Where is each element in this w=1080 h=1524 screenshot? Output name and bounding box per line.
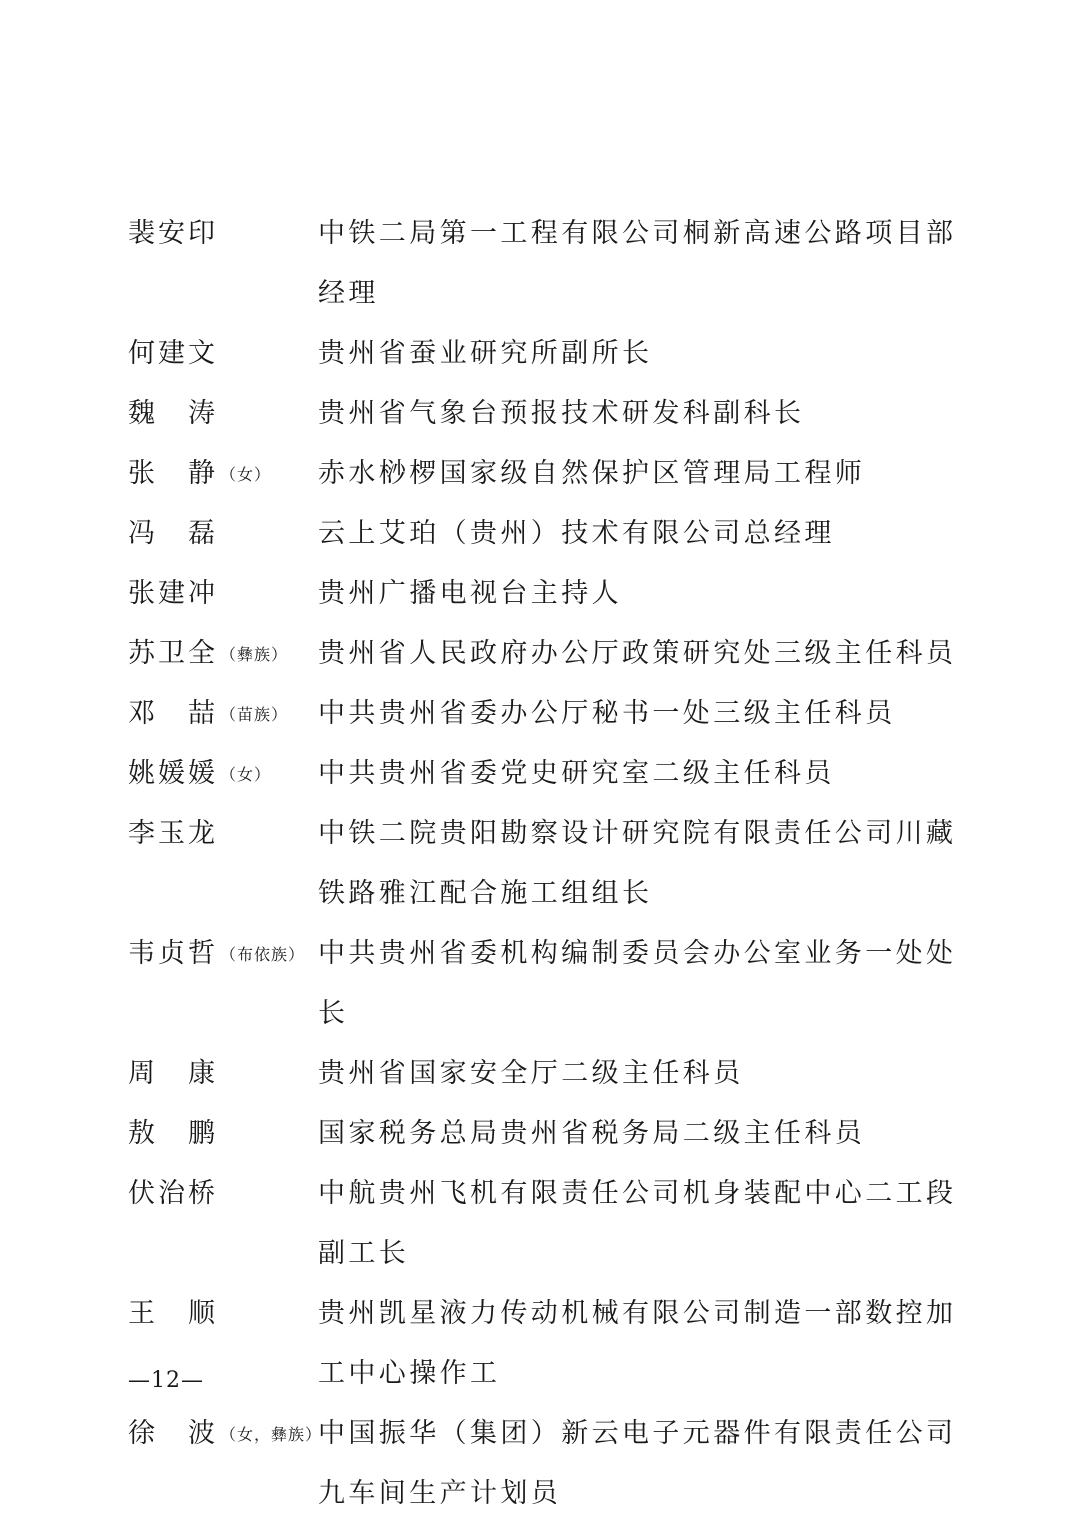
person-note: （女） xyxy=(220,465,272,484)
person-name: 裴安印 xyxy=(128,218,218,249)
person-note: （布依族） xyxy=(220,945,306,964)
person-name: 王 顺 xyxy=(128,1298,218,1329)
person-organization: 中共贵州省委机构编制委员会办公室业务一处处长 xyxy=(318,938,957,1029)
person-name: 姚媛媛 xyxy=(128,758,218,789)
person-organization: 贵州凯星液力传动机械有限公司制造一部数控加工中心操作工 xyxy=(318,1298,957,1389)
list-item xyxy=(128,504,968,564)
person-organization: 中铁二院贵阳勘察设计研究院有限责任公司川藏铁路雅江配合施工组组长 xyxy=(318,818,957,909)
personnel-list xyxy=(128,204,968,1524)
list-item xyxy=(128,384,968,444)
list-item xyxy=(128,564,968,624)
person-name: 徐 波 xyxy=(128,1418,218,1449)
list-item xyxy=(128,1164,968,1284)
person-organization: 贵州省蚕业研究所副所长 xyxy=(318,338,653,369)
list-item xyxy=(128,744,968,804)
list-item xyxy=(128,924,968,1044)
person-name: 苏卫全 xyxy=(128,638,218,669)
person-name: 邓 喆 xyxy=(128,698,218,729)
person-note: （女） xyxy=(220,765,272,784)
person-organization: 云上艾珀（贵州）技术有限公司总经理 xyxy=(318,518,835,549)
person-organization: 贵州省人民政府办公厅政策研究处三级主任科员 xyxy=(318,638,957,669)
person-organization: 贵州省国家安全厅二级主任科员 xyxy=(318,1058,744,1089)
person-name: 魏 涛 xyxy=(128,398,218,429)
person-organization: 赤水桫椤国家级自然保护区管理局工程师 xyxy=(318,458,866,489)
person-organization: 中航贵州飞机有限责任公司机身装配中心二工段副工长 xyxy=(318,1178,957,1269)
person-name: 敖 鹏 xyxy=(128,1118,218,1149)
person-organization: 中共贵州省委办公厅秘书一处三级主任科员 xyxy=(318,698,896,729)
list-item xyxy=(128,204,968,324)
person-organization: 国家税务总局贵州省税务局二级主任科员 xyxy=(318,1118,866,1149)
person-name: 张建冲 xyxy=(128,578,218,609)
list-item xyxy=(128,444,968,504)
person-name: 周 康 xyxy=(128,1058,218,1089)
person-name: 韦贞哲 xyxy=(128,938,218,969)
person-note: （彝族） xyxy=(220,645,289,664)
person-organization: 贵州省气象台预报技术研发科副科长 xyxy=(318,398,805,429)
person-organization: 中国振华（集团）新云电子元器件有限责任公司九车间生产计划员 xyxy=(318,1418,957,1509)
person-name: 何建文 xyxy=(128,338,218,369)
list-item xyxy=(128,624,968,684)
list-item xyxy=(128,1044,968,1104)
person-organization: 中共贵州省委党史研究室二级主任科员 xyxy=(318,758,835,789)
person-name: 伏治桥 xyxy=(128,1178,218,1209)
person-name: 李玉龙 xyxy=(128,818,218,849)
person-organization: 中铁二局第一工程有限公司桐新高速公路项目部经理 xyxy=(318,218,957,309)
person-note: （女，彝族） xyxy=(220,1425,323,1444)
person-name: 冯 磊 xyxy=(128,518,218,549)
list-item xyxy=(128,1404,968,1524)
person-note: （苗族） xyxy=(220,705,289,724)
list-item xyxy=(128,324,968,384)
page-number: —12— xyxy=(128,1368,204,1393)
list-item xyxy=(128,1104,968,1164)
list-item xyxy=(128,804,968,924)
person-name: 张 静 xyxy=(128,458,218,489)
person-organization: 贵州广播电视台主持人 xyxy=(318,578,622,609)
list-item xyxy=(128,684,968,744)
list-item xyxy=(128,1284,968,1404)
